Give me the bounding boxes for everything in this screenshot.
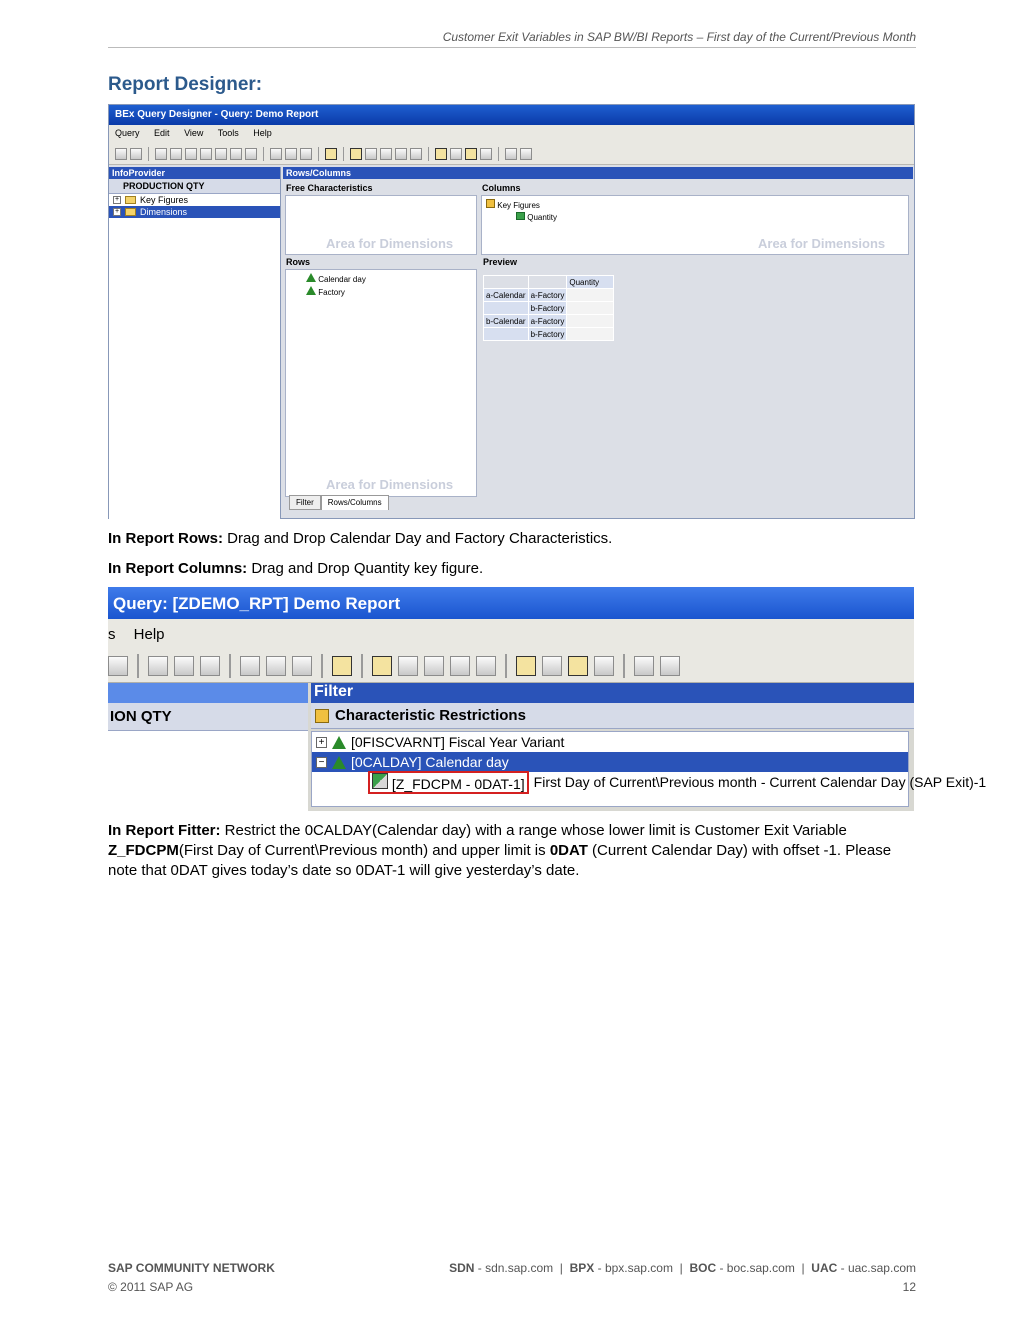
exceptions-icon[interactable] (476, 656, 496, 676)
filter-icon[interactable] (350, 148, 362, 160)
folder-icon (125, 196, 136, 204)
columns-pane[interactable] (481, 183, 909, 255)
conditions-icon[interactable] (395, 148, 407, 160)
check-query-icon[interactable] (230, 148, 242, 160)
menu-tools-fragment[interactable]: s (108, 626, 116, 643)
highlighted-variable: [Z_FDCPM - 0DAT-1] (368, 771, 529, 794)
toolbar (108, 649, 914, 683)
where-used-icon[interactable] (215, 148, 227, 160)
menu-bar (109, 125, 914, 143)
rows-item-calendar-day[interactable]: Calendar day (306, 273, 366, 286)
tree-item-calendar-day[interactable]: − [0CALDAY] Calendar day (312, 752, 908, 772)
menu-view[interactable]: View (184, 128, 204, 138)
area-hint: Area for Dimensions (326, 477, 454, 492)
menu-edit[interactable]: Edit (154, 128, 170, 138)
exceptions-icon[interactable] (410, 148, 422, 160)
new-icon[interactable] (155, 148, 167, 160)
copy-icon[interactable] (266, 656, 286, 676)
variable-icon (372, 773, 388, 789)
preview-table: Quantity a-Calendar a-Factory b-Factory b-Calendar a-Factory b-Factory (483, 275, 614, 341)
window-title: Query: [ZDEMO_RPT] Demo Report (108, 587, 914, 619)
characteristic-icon (332, 736, 346, 749)
save-all-icon[interactable] (200, 148, 212, 160)
tree-item-key-figures[interactable]: + Key Figures (114, 195, 189, 205)
restrictions-tree (311, 731, 987, 807)
properties-pane-icon[interactable] (435, 148, 447, 160)
footer-links: SDN - sdn.sap.com | BPX - bpx.sap.com | BOC - boc.sap.com | UAC - uac.sap.com (449, 1261, 916, 1275)
link-uac[interactable]: uac.sap.com (847, 1261, 916, 1275)
link-bpx[interactable]: bpx.sap.com (604, 1261, 673, 1275)
footer-copyright: © 2011 SAP AG (108, 1280, 194, 1294)
menu-help[interactable]: Help (133, 626, 165, 643)
tasks-icon[interactable] (542, 656, 562, 676)
infoprovider-pane (109, 167, 281, 519)
link-boc[interactable]: boc.sap.com (726, 1261, 795, 1275)
footer-line-1 (108, 1261, 916, 1275)
tree-item-variable-range[interactable]: [Z_FDCPM - 0DAT-1] First Day of Current\Previous month - Current Calendar Day (SAP Exit)-1 (312, 772, 908, 792)
folder-icon (125, 208, 136, 216)
rows-columns-icon[interactable] (398, 656, 418, 676)
save-all-icon[interactable] (108, 656, 128, 676)
paragraph-filter: In Report Fitter: Restrict the 0CALDAY(Calendar day) with a range whose lower limit is Customer Exit Variable Z_FDCPM(First Day of Current\Previous month) and upper limit is 0DAT (Current Calendar Day) with offset -1. Please note that 0DAT gives today’s date so 0DAT-1 will give yesterday’s date. (108, 822, 892, 879)
tree-item-fiscal-year-variant[interactable]: + [0FISCVARNT] Fiscal Year Variant (312, 732, 908, 752)
close-icon[interactable] (130, 148, 142, 160)
filter-pane (311, 683, 987, 811)
infoprovider-pane (108, 683, 308, 811)
where-used-icon[interactable] (148, 656, 168, 676)
restrictions-icon (315, 709, 329, 723)
collapse-icon[interactable]: − (316, 757, 327, 768)
columns-item-quantity[interactable]: Quantity (486, 212, 557, 224)
page-number: 12 (902, 1280, 916, 1294)
rows-columns-caption: Rows/Columns (283, 167, 913, 179)
tree-item-dimensions[interactable]: + Dimensions (109, 206, 280, 218)
preview-label: Preview (483, 257, 518, 267)
toolbar (109, 143, 914, 165)
documents-icon[interactable] (480, 148, 492, 160)
paste-icon[interactable] (292, 656, 312, 676)
menu-help[interactable]: Help (253, 128, 272, 138)
documents-icon[interactable] (594, 656, 614, 676)
columns-item-key-figures[interactable]: Key Figures (486, 199, 557, 212)
properties-icon[interactable] (200, 656, 220, 676)
conditions-icon[interactable] (450, 656, 470, 676)
rows-columns-icon[interactable] (365, 148, 377, 160)
expand-icon[interactable]: + (316, 737, 327, 748)
infoprovider-icon[interactable] (332, 656, 352, 676)
infoprovider-name[interactable]: ION QTY (108, 703, 308, 731)
infoprovider-icon[interactable] (325, 148, 337, 160)
menu-tools[interactable]: Tools (217, 128, 239, 138)
paragraph-columns: In Report Columns: Drag and Drop Quantity key figure. (108, 560, 484, 577)
properties-pane-icon[interactable] (516, 656, 536, 676)
preview-header: Quantity (567, 276, 614, 289)
running-header: Customer Exit Variables in SAP BW/BI Reports – First day of the Current/Previous Month (108, 30, 916, 48)
settings-icon[interactable] (660, 656, 680, 676)
rows-columns-pane (283, 167, 913, 497)
infoprovider-caption: InfoProvider (109, 167, 280, 179)
key-figure-icon (516, 212, 525, 220)
bottom-tabs (289, 495, 389, 510)
tasks-icon[interactable] (450, 148, 462, 160)
rows-item-factory[interactable]: Factory (306, 286, 366, 299)
cells-icon[interactable] (380, 148, 392, 160)
characteristic-icon (306, 286, 316, 295)
key-figures-icon (486, 199, 495, 208)
footer-line-2 (108, 1280, 916, 1294)
link-sdn[interactable]: sdn.sap.com (485, 1261, 554, 1275)
columns-label: Columns (482, 183, 521, 193)
cut-icon[interactable] (270, 148, 282, 160)
paste-icon[interactable] (300, 148, 312, 160)
check-query-icon[interactable] (174, 656, 194, 676)
tab-rows-columns[interactable]: Rows/Columns (321, 495, 389, 510)
characteristic-restrictions-header: Characteristic Restrictions (311, 703, 914, 729)
cells-icon[interactable] (424, 656, 444, 676)
characteristic-icon (332, 756, 346, 769)
filter-icon[interactable] (372, 656, 392, 676)
expand-icon[interactable]: + (114, 208, 120, 215)
query-designer-screenshot (108, 104, 915, 519)
messages-icon[interactable] (568, 656, 588, 676)
save-icon[interactable] (185, 148, 197, 160)
expand-icon[interactable]: + (114, 196, 120, 203)
menu-query[interactable]: Query (115, 128, 140, 138)
area-hint: Area for Dimensions (326, 236, 454, 251)
technical-names-icon[interactable] (505, 148, 517, 160)
filter-zoom-screenshot (108, 587, 987, 811)
area-hint: Area for Dimensions (758, 236, 886, 251)
tab-filter[interactable]: Filter (289, 495, 321, 510)
footer-org: SAP COMMUNITY NETWORK (108, 1261, 275, 1275)
paragraph-rows: In Report Rows: Drag and Drop Calendar Day and Factory Characteristics. (108, 530, 613, 547)
characteristic-icon (306, 273, 316, 282)
infoprovider-name[interactable]: PRODUCTION QTY (109, 179, 280, 194)
menu-bar (108, 619, 914, 649)
messages-icon[interactable] (465, 148, 477, 160)
section-title: Report Designer: (108, 74, 263, 95)
free-characteristics-pane[interactable] (285, 183, 477, 255)
copy-icon[interactable] (285, 148, 297, 160)
rows-pane[interactable] (285, 257, 477, 497)
open-icon[interactable] (170, 148, 182, 160)
rows-label: Rows (286, 257, 311, 267)
properties-icon[interactable] (245, 148, 257, 160)
window-title: BEx Query Designer - Query: Demo Report (109, 105, 914, 125)
settings-icon[interactable] (520, 148, 532, 160)
free-characteristics-label: Free Characteristics (286, 183, 373, 193)
cut-icon[interactable] (240, 656, 260, 676)
filter-caption: Filter (311, 683, 914, 703)
check-icon[interactable] (115, 148, 127, 160)
technical-names-icon[interactable] (634, 656, 654, 676)
